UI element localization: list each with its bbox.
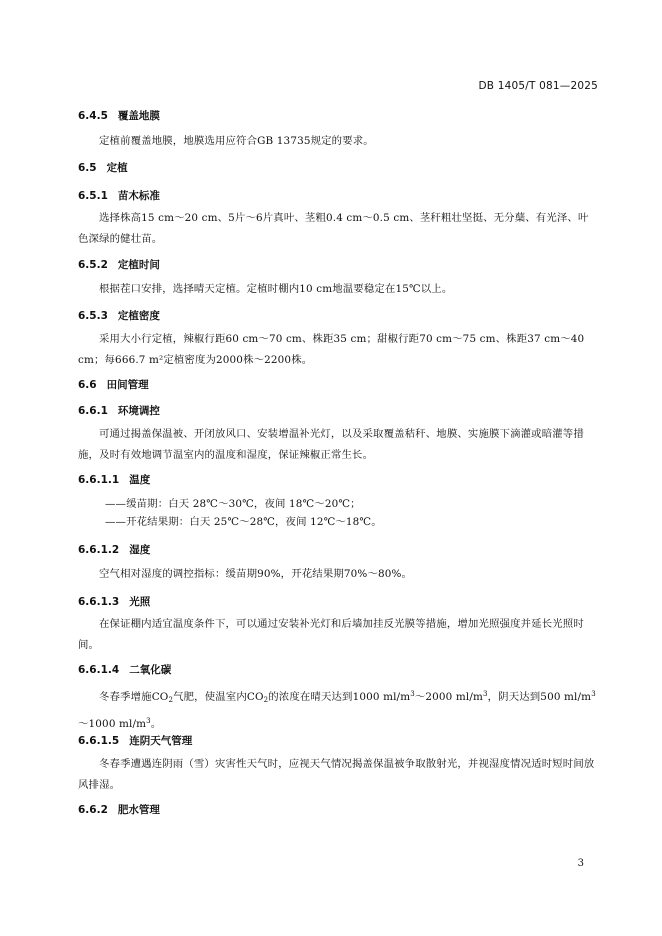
section-title: 定植	[106, 162, 128, 174]
paragraph-6-6-1: 可通过揭盖保温被、开闭放风口、安装增温补光灯，以及采取覆盖秸秆、地膜、实施膜下滴灌或暗灌等措施，及时有效地调节温室内的温度和湿度，保证辣椒正常生长。	[78, 428, 584, 461]
heading-6-6-1-4	[78, 662, 598, 678]
heading-6-6-1	[78, 403, 598, 419]
section-title: 定植密度	[117, 310, 160, 322]
heading-6-6	[78, 377, 598, 393]
heading-6-6-1-2	[78, 542, 598, 558]
section-title: 环境调控	[117, 405, 160, 417]
heading-6-6-1-3	[78, 594, 598, 610]
section-title: 覆盖地膜	[117, 110, 160, 122]
list-item-seedling-stage: ——缓苗期：白天 28℃～30℃，夜间 18℃～20℃；	[105, 498, 361, 510]
section-number: 6.4.5	[78, 110, 108, 122]
heading-6-6-2	[78, 802, 598, 818]
paragraph-6-6-1-5: 冬春季遭遇连阴雨（雪）灾害性天气时，应视天气情况揭盖保温被争取散射光，并视湿度情况适时短时间放风排湿。	[78, 758, 595, 791]
section-number: 6.6.1.4	[78, 664, 120, 676]
paragraph-6-5-2: 根据茬口安排，选择晴天定植。定植时棚内10 cm地温要稳定在15℃以上。	[99, 283, 453, 295]
heading-6-4-5	[78, 108, 598, 124]
section-title: 二氧化碳	[129, 664, 172, 676]
page-number: 3	[577, 858, 584, 869]
heading-6-6-1-5	[78, 733, 598, 749]
heading-6-5	[78, 160, 598, 176]
section-title: 肥水管理	[117, 804, 160, 816]
section-title: 定植时间	[117, 259, 160, 271]
section-number: 6.6.2	[78, 804, 108, 816]
section-number: 6.6.1.5	[78, 735, 120, 747]
section-title: 苗木标准	[117, 190, 160, 202]
section-number: 6.5	[78, 162, 97, 174]
paragraph-6-5-3: 采用大小行定植，辣椒行距60 cm～70 cm、株距35 cm；甜椒行距70 cm～75 cm、株距37 cm～40 cm；每666.7 m²定植密度为2000株～2200株。	[78, 333, 585, 366]
section-title: 连阴天气管理	[129, 735, 193, 747]
section-title: 温度	[129, 474, 151, 486]
heading-6-5-1	[78, 188, 598, 204]
section-number: 6.5.2	[78, 259, 108, 271]
heading-6-5-3	[78, 308, 598, 324]
list-item-flowering-stage: ——开花结果期：白天 25℃～28℃，夜间 12℃～18℃。	[105, 516, 382, 528]
heading-6-6-1-1	[78, 472, 598, 488]
section-number: 6.6.1	[78, 405, 108, 417]
heading-6-5-2	[78, 257, 598, 273]
section-number: 6.5.1	[78, 190, 108, 202]
section-title: 光照	[129, 596, 151, 608]
paragraph-6-6-1-2: 空气相对湿度的调控指标：缓苗期90%，开花结果期70%～80%。	[99, 568, 413, 580]
paragraph-6-6-1-3: 在保证棚内适宜温度条件下，可以通过安装补光灯和后墙加挂反光膜等措施，增加光照强度并延长光照时间。	[78, 618, 584, 651]
paragraph-6-4-5: 定植前覆盖地膜，地膜选用应符合GB 13735规定的要求。	[99, 135, 374, 147]
section-title: 湿度	[129, 544, 151, 556]
section-number: 6.6.1.3	[78, 596, 120, 608]
paragraph-6-6-1-4: 冬春季增施$CO_2$气肥，使温室内$CO_2$的浓度在晴天达到1000 $ml/m^3\sim 2000$ $ml/m^3$，阴天达到500 $ml/m^3\sim 1000$ $ml/m^3$。	[78, 690, 596, 730]
section-title: 田间管理	[106, 379, 149, 391]
paragraph-6-5-1: 选择株高15 cm～20 cm、5片～6片真叶、茎粗0.4 cm～0.5 cm、茎秆粗壮坚挺、无分蘖、有光泽、叶色深绿的健壮苗。	[78, 212, 589, 245]
section-number: 6.6	[78, 379, 97, 391]
section-number: 6.5.3	[78, 310, 108, 322]
section-number: 6.6.1.2	[78, 544, 120, 556]
document-code: DB 1405/T 081—2025	[478, 80, 598, 92]
section-number: 6.6.1.1	[78, 474, 120, 486]
